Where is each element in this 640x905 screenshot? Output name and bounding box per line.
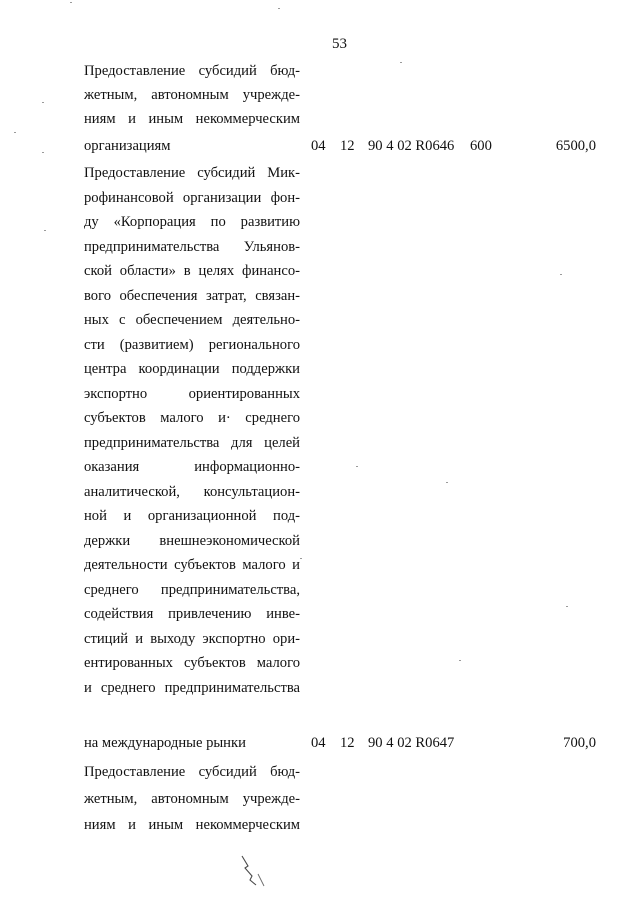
scan-speck — [300, 558, 302, 559]
scan-speck — [560, 274, 562, 275]
scan-speck — [400, 62, 402, 63]
row-description-line: оказания информационно- — [84, 459, 300, 475]
pen-mark-icon — [238, 854, 268, 890]
row-description-line: предпринимательства для целей — [84, 434, 300, 451]
scan-speck — [459, 660, 461, 661]
row-description-line: центра координации поддержки — [84, 361, 300, 377]
row-description-line: аналитической, консультацион- — [84, 483, 300, 500]
row-description-line: Предоставление субсидий бюд- — [84, 63, 300, 79]
scan-speck — [42, 152, 44, 153]
row-description-line: ниям и иным некоммерческим — [84, 817, 300, 833]
section-code: 04 — [311, 735, 326, 751]
row-description-line: ниям и иным некоммерческим — [84, 111, 300, 127]
row-description-line: рофинансовой организации фон- — [84, 189, 300, 206]
row-description-line: экспортно ориентированных — [84, 385, 300, 402]
row-description-line: организациям — [84, 138, 171, 154]
page-number: 53 — [332, 36, 347, 52]
row-description-line: сти (развитием) регионального — [84, 336, 300, 353]
row-description-line: Предоставление субсидий бюд- — [84, 764, 300, 780]
scan-speck — [14, 132, 16, 133]
target-item-code: 90 4 02 R0646 — [368, 138, 455, 154]
target-item-code: 90 4 02 R0647 — [368, 735, 455, 751]
row-description-line: деятельности субъектов малого и — [84, 557, 300, 573]
row-description-line: ных с обеспечением деятельно- — [84, 312, 300, 328]
row-description-line: на международные рынки — [84, 735, 246, 751]
row-description-line: предпринимательства Ульянов- — [84, 238, 300, 255]
scan-speck — [70, 2, 72, 3]
expense-type-code: 600 — [470, 138, 492, 154]
row-description-line: среднего предпринимательства, — [84, 581, 300, 598]
row-description-line: ской области» в целях финансо- — [84, 263, 300, 279]
row-description-line: и среднего предпринимательства — [84, 679, 300, 696]
row-description-line: вого обеспечения затрат, связан- — [84, 287, 300, 304]
section-code: 04 — [311, 138, 326, 154]
scan-speck — [356, 466, 358, 467]
subsection-code: 12 — [340, 138, 355, 154]
row-description-line: жетным, автономным учрежде- — [84, 791, 300, 807]
scan-speck — [42, 102, 44, 103]
row-description-line: субъектов малого и· среднего — [84, 410, 300, 426]
scan-speck — [446, 482, 448, 483]
row-description-line: содействия привлечению инве- — [84, 606, 300, 622]
row-description-line: ду «Корпорация по развитию — [84, 214, 300, 230]
subsection-code: 12 — [340, 735, 355, 751]
amount: 700,0 — [563, 735, 596, 751]
row-description-line: ентированных субъектов малого — [84, 655, 300, 671]
scan-speck — [278, 8, 280, 9]
row-description-line: Предоставление субсидий Мик- — [84, 165, 300, 181]
row-description-line: стиций и выходу экспортно ори- — [84, 630, 300, 647]
amount: 6500,0 — [555, 138, 596, 154]
scan-speck — [566, 606, 568, 607]
scan-speck — [44, 230, 46, 231]
row-description-line: держки внешнеэкономической — [84, 532, 300, 549]
row-description-line: ной и организационной под- — [84, 508, 300, 524]
row-description-line: жетным, автономным учрежде- — [84, 87, 300, 103]
